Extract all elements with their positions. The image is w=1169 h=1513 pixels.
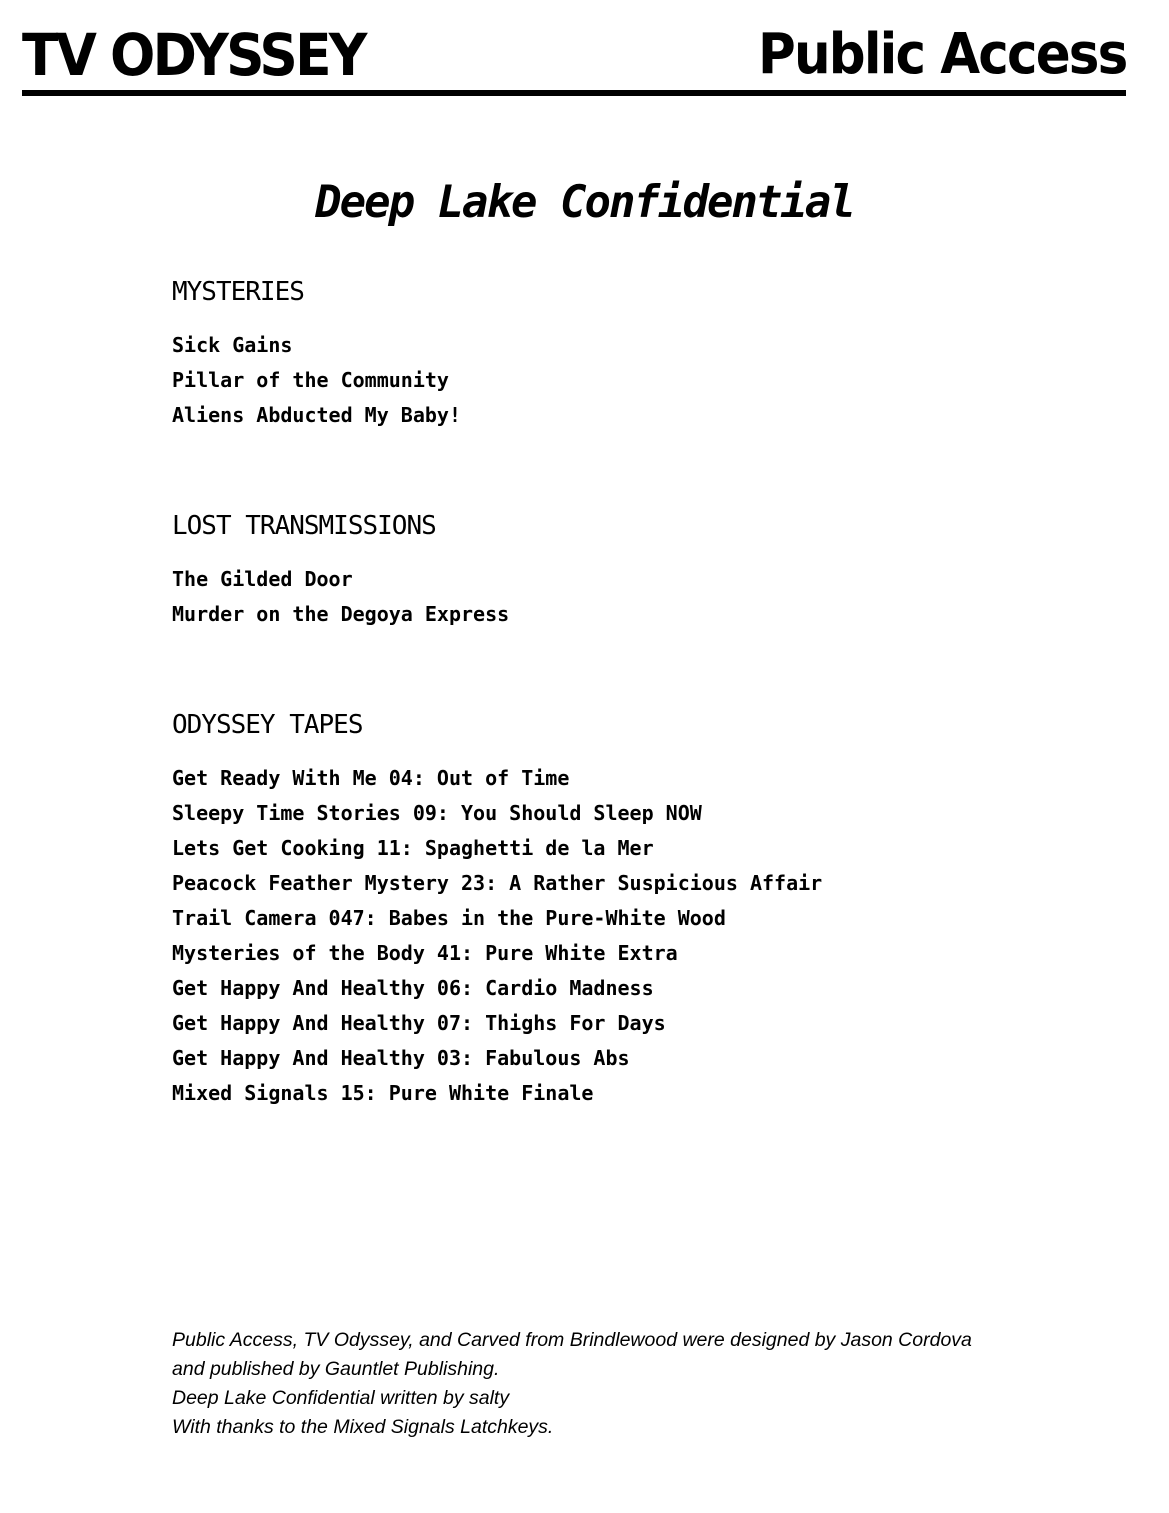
list-item: Sick Gains (172, 333, 293, 357)
page-header (22, 22, 1126, 96)
list-item: Get Happy And Healthy 03: Fabulous Abs (172, 1046, 630, 1070)
credits-line: With thanks to the Mixed Signals Latchkeys. (172, 1416, 554, 1438)
list-item: Lets Get Cooking 11: Spaghetti de la Mer (172, 836, 654, 860)
list-item: Sleepy Time Stories 09: You Should Sleep NOW (172, 801, 702, 825)
credits-line: Public Access, TV Odyssey, and Carved from Brindlewood were designed by Jason Cordova (172, 1329, 972, 1351)
list-item: Murder on the Degoya Express (172, 602, 510, 626)
list-item: Mixed Signals 15: Pure White Finale (172, 1081, 594, 1105)
list-item: Peacock Feather Mystery 23: A Rather Suspicious Affair (172, 871, 823, 895)
public-access-logo: Public Access (757, 22, 1126, 87)
list-item: Aliens Abducted My Baby! (172, 403, 461, 427)
list-item: Get Happy And Healthy 07: Thighs For Days (172, 1011, 666, 1035)
list-item: Get Happy And Healthy 06: Cardio Madness (172, 976, 654, 1000)
list-item: Pillar of the Community (172, 368, 449, 392)
section-odyssey-tapes (172, 709, 1072, 1111)
section-heading: LOST TRANSMISSIONS (172, 511, 436, 541)
section-heading: MYSTERIES (172, 277, 304, 307)
list-item: Get Ready With Me 04: Out of Time (172, 766, 570, 790)
credits (172, 1326, 1072, 1442)
section-heading: ODYSSEY TAPES (172, 710, 363, 740)
list-item: The Gilded Door (172, 567, 353, 591)
page-title: Deep Lake Confidential (315, 177, 854, 228)
tv-odyssey-logo: TV ODYSSEY (22, 21, 365, 89)
section-mysteries (172, 276, 1072, 433)
list-item: Mysteries of the Body 41: Pure White Extra (172, 941, 678, 965)
credits-line: and published by Gauntlet Publishing. (172, 1358, 500, 1380)
section-lost-transmissions (172, 510, 1072, 632)
list-item: Trail Camera 047: Babes in the Pure-White Wood (172, 906, 726, 930)
credits-line: Deep Lake Confidential written by salty (172, 1387, 510, 1409)
